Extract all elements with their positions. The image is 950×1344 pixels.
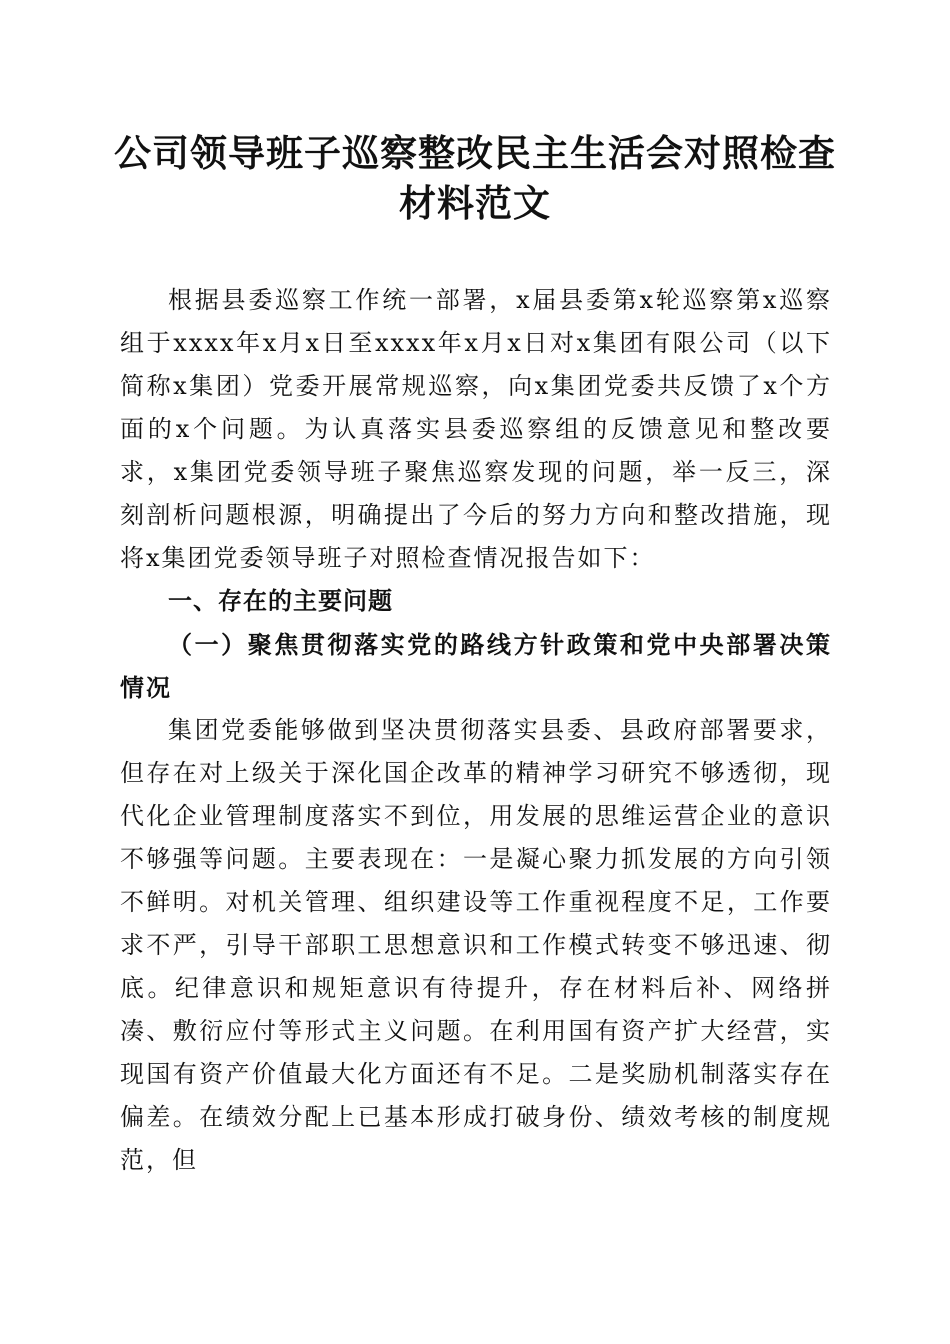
document-body (120, 279, 832, 1182)
body-paragraph-1: 集团党委能够做到坚决贯彻落实县委、县政府部署要求，但存在对上级关于深化国企改革的精神学习研究不够透彻，现代化企业管理制度落实不到位，用发展的思维运营企业的意识不够强等问题。主要表现在：一是凝心聚力抓发展的方向引领不鲜明。对机关管理、组织建设等工作重视程度不足，工作要求不严，引导干部职工思想意识和工作模式转变不够迅速、彻底。纪律意识和规矩意识有待提升，存在材料后补、网络拼凑、敷衍应付等形式主义问题。在利用国有资产扩大经营，实现国有资产价值最大化方面还有不足。二是奖励机制落实存在偏差。在绩效分配上已基本形成打破身份、绩效考核的制度规范，但 (120, 716, 832, 1174)
document-title: 公司领导班子巡察整改民主生活会对照检查材料范文 (114, 131, 836, 225)
subsection-heading-text: （一）聚焦贯彻落实党的路线方针政策和党中央部署决策情况 (120, 630, 832, 702)
intro-paragraph: 根据县委巡察工作统一部署，x届县委第x轮巡察第x巡察组于xxxx年x月x日至xxxx年x月x日对x集团有限公司（以下简称x集团）党委开展常规巡察，向x集团党委共反馈了x个方面的x个问题。为认真落实县委巡察组的反馈意见和整改要求，x集团党委领导班子聚焦巡察发现的问题，举一反三，深刻剖析问题根源，明确提出了今后的努力方向和整改措施，现将x集团党委领导班子对照检查情况报告如下： (120, 286, 832, 572)
subsection-heading-1 (120, 623, 832, 709)
section-heading-1: 一、存在的主要问题 (168, 587, 393, 615)
